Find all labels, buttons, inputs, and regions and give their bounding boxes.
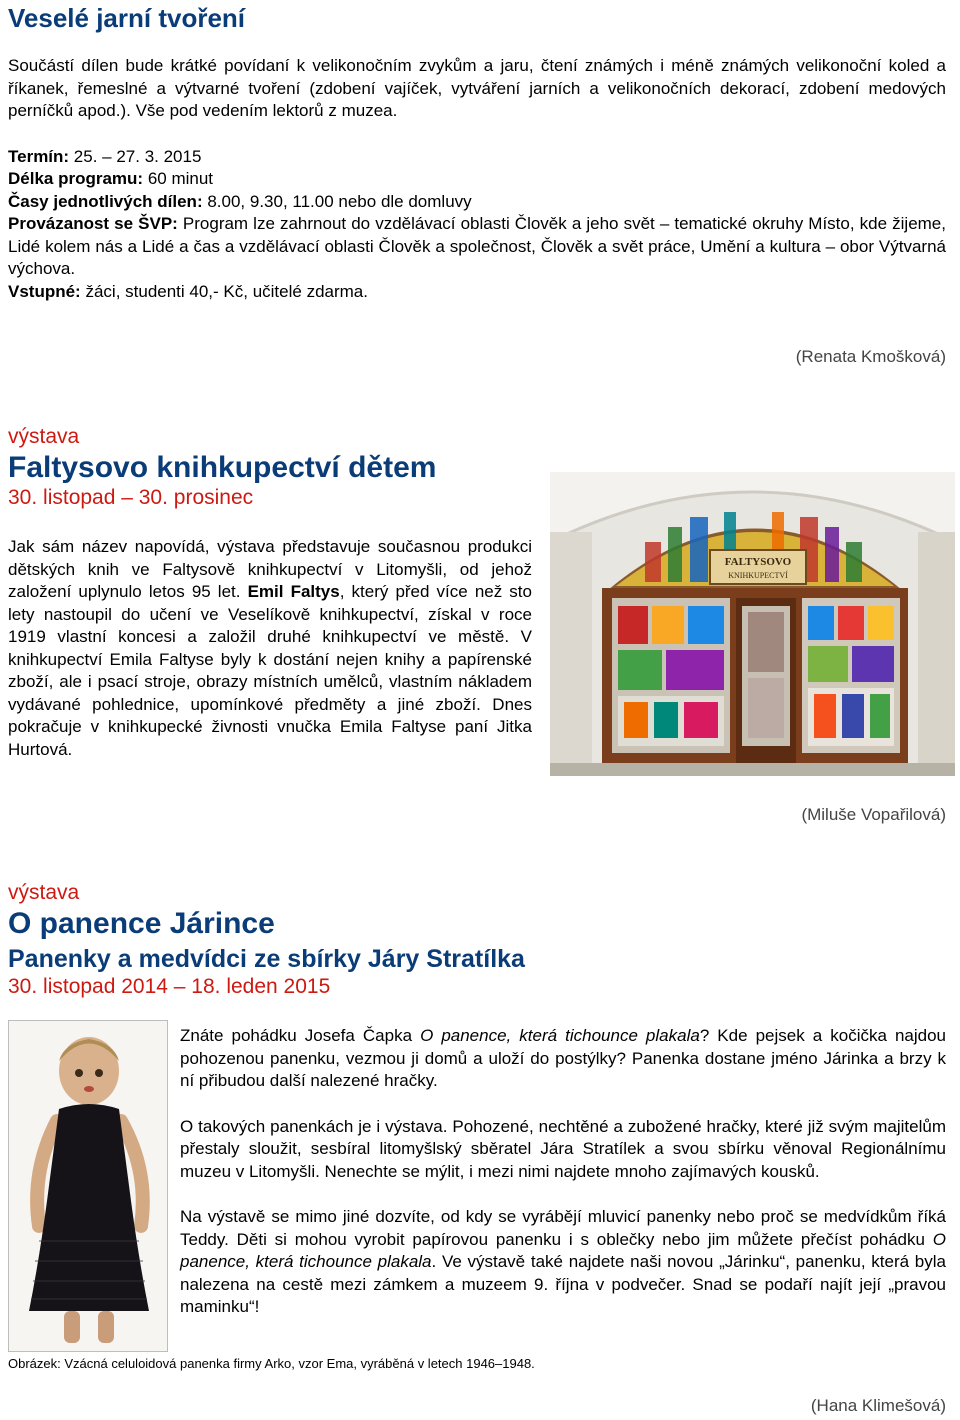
casy-line: Časy jednotlivých dílen: 8.00, 9.30, 11.00 nebo dle domluvy [8, 191, 472, 211]
section1-title: Veselé jarní tvoření [8, 3, 246, 33]
section2-text: Jak sám název napovídá, výstava představuje současnou produkci dětských knih ve Faltysově knihkupectví v Litomyšli, od jehož založení uplynulo letos 95 let. Emil Faltys, který před více než sto lety nastoupil do učení ve Veselíkově knihkupectví, získal v roce 1919 vlastní koncesi a založil druhé knihkupectví ve městě. V knihkupectví Emila Faltyse byly k dostání nejen knihy a papírenské zboží, ale i psací stroje, obrazy místních umělců, vlastním nákladem vydávané pohlednice, upomínkové předměty a jiné zboží. Dnes pokračuje v knihkupecké živnosti vnučka Emila Faltyse paní Jitka Hurtová. [8, 537, 532, 759]
svp-line: Provázanost se ŠVP: Program lze zahrnout do vzdělávací oblasti Člověk a jeho svět – tematické okruhy Místo, kde žijeme, Lidé kolem nás a Lidé a čas a vzdělávací oblasti Člověk a společnost, Člověk a svět práce, Umění a kultura – obor Výtvarná výchova. [8, 214, 946, 278]
section3-p2: O takových panenkách je i výstava. Pohozené, nechtěné a zubožené hračky, které již svým majitelům přestaly sloužit, sesbíral litomyšlský sběratel Jára Stratílek a svou sbírku věnoval Regionálnímu muzeu v Litomyšli. Nenechte se mýlit, i mezi nimi najdete mnoho zajímavých kousků. [180, 1116, 946, 1181]
bookshop-illustration [550, 472, 955, 776]
section3-subtitle: Panenky a medvídci ze sbírky Járy Stratílka [8, 945, 525, 973]
section3-p1: Znáte pohádku Josefa Čapka O panence, která tichounce plakala? Kde pejsek a kočička najdou pohozenou panenku, vezmou ji domů a uloží do postýlky? Panenka dostane jméno Járinka a brzy k ní přibudou další nalezené hračky. [180, 1026, 947, 1090]
doll-caption: Obrázek: Vzácná celuloidová panenka firmy Arko, vzor Ema, vyráběná v letech 1946–1948. [8, 1356, 535, 1371]
doll-illustration [9, 1021, 167, 1351]
section3-dates: 30. listopad 2014 – 18. leden 2015 [8, 975, 331, 998]
shop-sign-text: FALTYSOVO [724, 556, 792, 568]
section2-author: (Miluše Vopařilová) [801, 805, 946, 824]
delka-line: Délka programu: 60 minut [8, 169, 214, 188]
section3-author: (Hana Klimešová) [810, 1396, 946, 1415]
doll-photo [8, 1020, 168, 1352]
section2-kicker: výstava [8, 425, 80, 448]
section3-kicker: výstava [8, 881, 80, 904]
section1-body [8, 55, 946, 303]
shop-sign-subtext: KNIHKUPECTVÍ [728, 571, 788, 580]
vstupne-line: Vstupné: žáci, studenti 40,- Kč, učitelé zdarma. [8, 281, 368, 301]
termin-line: Termín: 25. – 27. 3. 2015 [8, 146, 202, 166]
section2-dates: 30. listopad – 30. prosinec [8, 486, 254, 509]
section2-body [8, 536, 532, 761]
section3-p3: Na výstavě se mimo jiné dozvíte, od kdy se vyrábějí mluvicí panenky nebo proč se medvídkům říká Teddy. Děti si mohou vyrobit papírovou panenku i s oblečky nebo jim můžete přečíst pohádku O panence, která tichounce plakala. Ve výstavě také najdete naši novou „Járinku“, panenku, která byla nalezena na cestě mezi zámkem a muzeem 9. října v podvečer. Snad se podaří najít její „pravou maminku“! [180, 1207, 946, 1316]
section1-author: (Renata Kmošková) [795, 347, 946, 366]
section3-title: O panence Járince [8, 907, 275, 940]
section1-intro: Součástí dílen bude krátké povídaní k velikonočním zvykům a jaru, čtení známých i méně známých velikonoční koled a říkanek, řemeslné a výtvarné tvoření (zdobení vajíček, vytváření jarních a velikonočních dekorací, zdobení medových perníčků apod.). Vše pod vedením lektorů z muzea. [8, 56, 946, 120]
section2-title: Faltysovo knihkupectví dětem [8, 451, 437, 484]
bookshop-photo [550, 472, 955, 776]
section3-body [180, 1025, 946, 1319]
